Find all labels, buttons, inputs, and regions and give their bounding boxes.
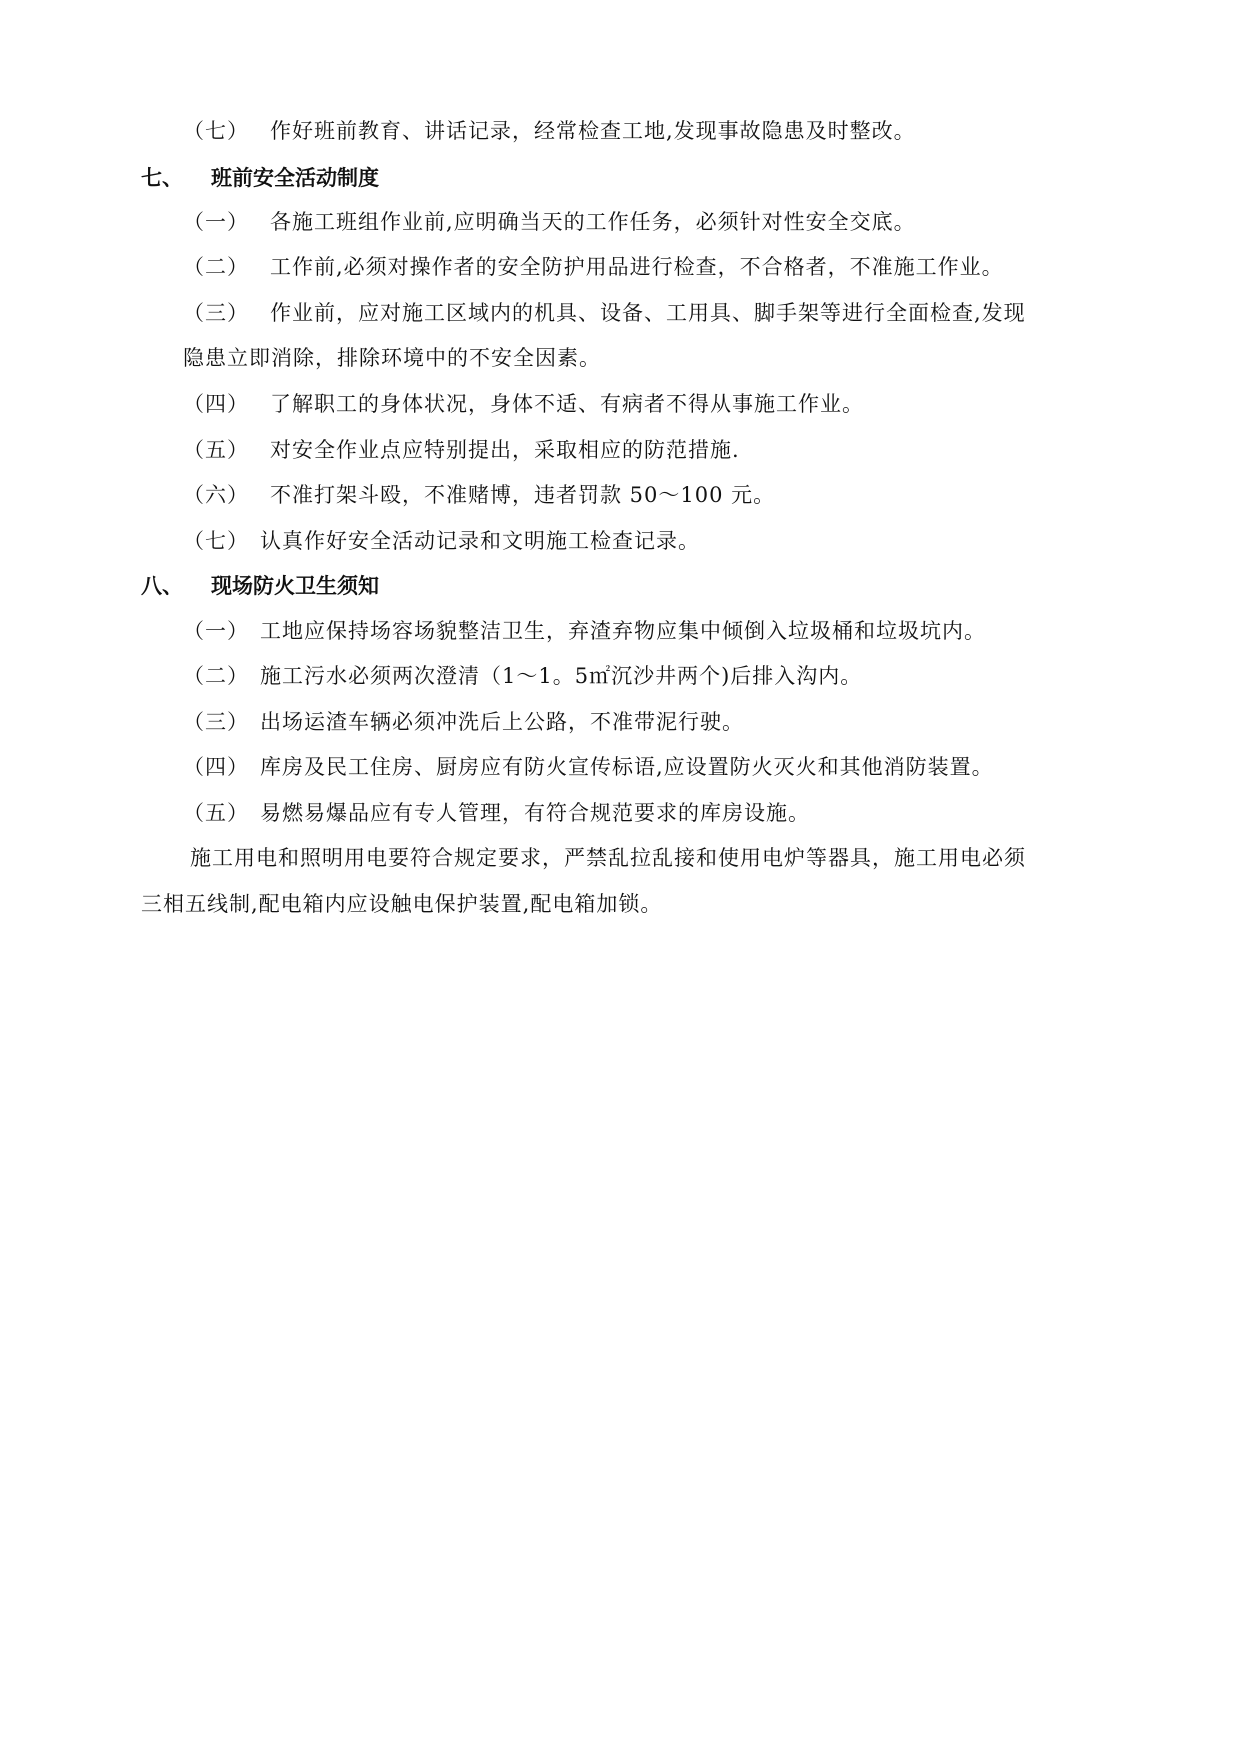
paragraph-item — [183, 708, 744, 736]
paragraph-item — [183, 799, 810, 827]
section-title: 班前安全活动制度 — [211, 166, 379, 190]
section-heading-7 — [141, 164, 379, 192]
section-number: 七、 — [141, 166, 183, 190]
closing-paragraph-line-2: 三相五线制,配电箱内应设触电保护装置,配电箱加锁。 — [141, 892, 663, 916]
paragraph-item — [183, 436, 740, 464]
paragraph-item — [183, 662, 862, 690]
section-title: 现场防火卫生须知 — [211, 574, 379, 598]
item-text: 对安全作业点应特别提出，采取相应的防范措施. — [270, 438, 740, 462]
item-text: 工地应保持场容场貌整洁卫生，弃渣弃物应集中倾倒入垃圾桶和垃圾坑内。 — [260, 619, 986, 643]
item-marker: （四） — [183, 755, 249, 779]
item-text: 认真作好安全活动记录和文明施工检查记录。 — [260, 529, 700, 553]
paragraph-continuation: 隐患立即消除，排除环境中的不安全因素。 — [183, 346, 601, 370]
paragraph-item — [183, 117, 916, 145]
item-marker: （二） — [183, 664, 249, 688]
paragraph-item — [183, 390, 864, 418]
item-marker: （一） — [183, 619, 249, 643]
closing-paragraph-line-1: 施工用电和照明用电要符合规定要求，严禁乱拉乱接和使用电炉等器具，施工用电必须 — [190, 846, 1026, 870]
item-text: 作好班前教育、讲话记录，经常检查工地,发现事故隐患及时整改。 — [270, 119, 916, 143]
section-heading-8 — [141, 572, 379, 600]
paragraph-item — [183, 208, 916, 236]
item-marker: （三） — [183, 710, 249, 734]
paragraph-item — [183, 481, 775, 509]
item-text: 库房及民工住房、厨房应有防火宣传标语,应设置防火灭火和其他消防装置。 — [260, 755, 994, 779]
section-number: 八、 — [141, 574, 183, 598]
item-marker: （六） — [183, 483, 249, 507]
item-text: 了解职工的身体状况，身体不适、有病者不得从事施工作业。 — [270, 392, 864, 416]
item-text: 出场运渣车辆必须冲洗后上公路，不准带泥行驶。 — [260, 710, 744, 734]
item-marker: （五） — [183, 438, 249, 462]
item-text: 工作前,必须对操作者的安全防护用品进行检查，不合格者，不准施工作业。 — [270, 255, 1004, 279]
paragraph-item — [183, 617, 986, 645]
paragraph-item — [183, 753, 994, 781]
item-marker: （七） — [183, 529, 249, 553]
paragraph-item — [183, 253, 1004, 281]
item-text: 易燃易爆品应有专人管理，有符合规范要求的库房设施。 — [260, 801, 810, 825]
paragraph-item — [183, 527, 700, 555]
item-marker: （七） — [183, 119, 249, 143]
item-marker: （五） — [183, 801, 249, 825]
item-text: 不准打架斗殴，不准赌博，违者罚款 50～100 元。 — [270, 483, 776, 507]
item-text: 施工污水必须两次澄清（1～1。5㎡沉沙井两个)后排入沟内。 — [260, 664, 863, 688]
item-marker: （三） — [183, 301, 249, 325]
paragraph-item — [183, 299, 1026, 327]
item-text: 作业前，应对施工区域内的机具、设备、工用具、脚手架等进行全面检查,发现 — [270, 301, 1026, 325]
item-marker: （二） — [183, 255, 249, 279]
item-text: 各施工班组作业前,应明确当天的工作任务，必须针对性安全交底。 — [270, 210, 916, 234]
item-marker: （一） — [183, 210, 249, 234]
item-marker: （四） — [183, 392, 249, 416]
